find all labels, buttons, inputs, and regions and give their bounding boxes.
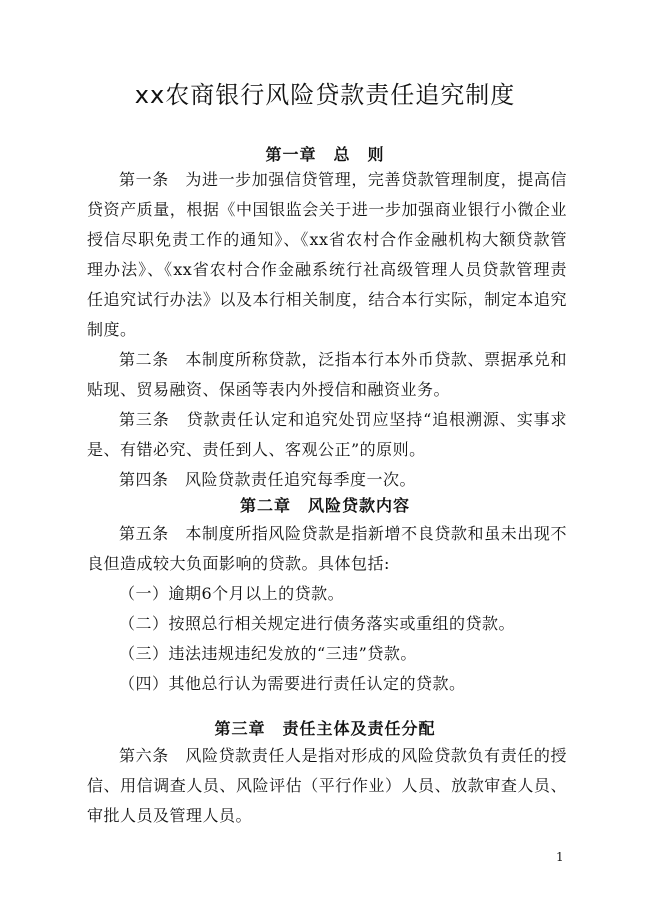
chapter-1-heading: 第一章 总 则 — [265, 145, 385, 164]
chapter-1-body — [87, 165, 567, 495]
article-3: 第三条 贷款责任认定和追究处罚应坚持“追根溯源、实事求是、有错必究、责任到人、客观公正”的原则。 — [87, 410, 567, 459]
article-5: 第五条 本制度所指风险贷款是指新增不良贷款和虽未出现不良但造成较大负面影响的贷款。具体包括: — [87, 524, 567, 573]
chapter-2-body — [87, 519, 567, 699]
document-title: xx农商银行风险贷款责任追究制度 — [134, 81, 516, 109]
list-item: （四）其他总行认为需要进行责任认定的贷款。 — [119, 674, 466, 693]
list-item: （三）违法违规违纪发放的“三违”贷款。 — [119, 644, 417, 663]
article-1: 第一条 为进一步加强信贷管理，完善贷款管理制度，提高信贷资产质量，根据《中国银监会关于进一步加强商业银行小微企业授信尽职免责工作的通知》、《xx省农村合作金融机构大额贷款管理办法》、《xx省农村合作金融系统行社高级管理人员贷款管理责任追究试行办法》以及本行相关制度，结合本行实际，制定本追究制度。 — [87, 170, 567, 339]
page-number: 1 — [556, 850, 564, 864]
article-4: 第四条 风险贷款责任追究每季度一次。 — [119, 470, 417, 489]
article-2: 第二条 本制度所称贷款，泛指本行本外币贷款、票据承兑和贴现、贸易融资、保函等表内外授信和融资业务。 — [87, 350, 567, 399]
chapter-2-heading: 第二章 风险贷款内容 — [239, 496, 410, 515]
list-item: （二）按照总行相关规定进行债务落实或重组的贷款。 — [119, 614, 516, 633]
chapter-3-body — [87, 741, 567, 831]
article-6: 第六条 风险贷款责任人是指对形成的风险贷款负有责任的授信、用信调查人员、风险评估（平行作业）人员、放款审查人员、审批人员及管理人员。 — [87, 746, 567, 825]
list-item: （一）逾期6个月以上的贷款。 — [119, 584, 345, 603]
chapter-3-heading: 第三章 责任主体及责任分配 — [214, 719, 436, 738]
